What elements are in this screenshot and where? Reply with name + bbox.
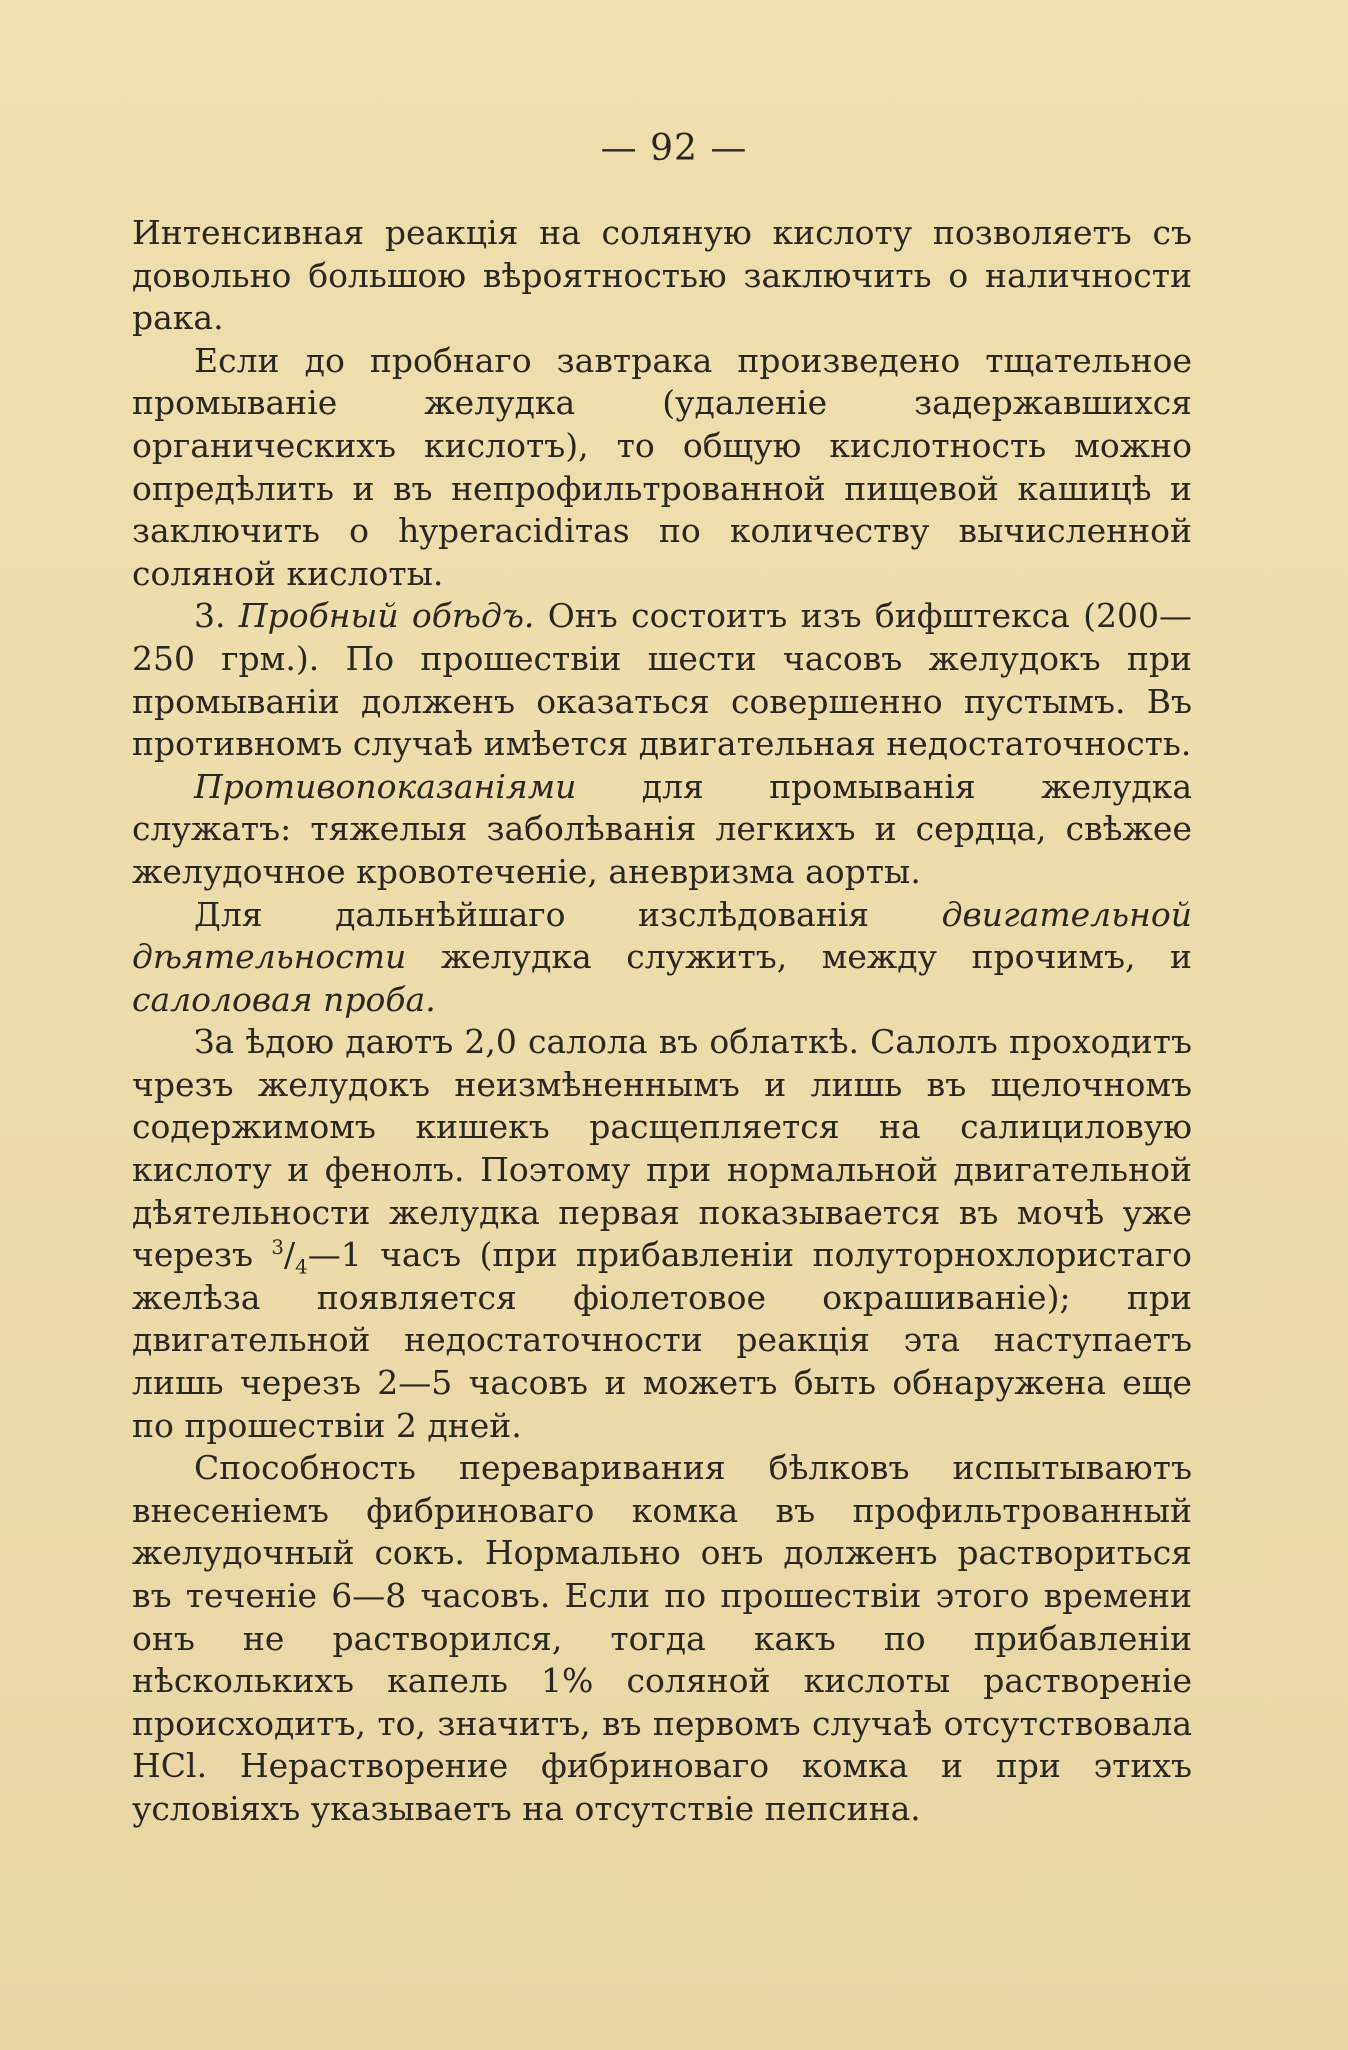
paragraph-5-text-a: Для дальнѣйшаго изслѣдованія — [194, 894, 942, 934]
paragraph-3 — [132, 595, 1192, 765]
paragraph-5 — [132, 894, 1192, 1022]
paragraph-7: Способность переваривания бѣлковъ испытываютъ внесеніемъ фибриноваго комка въ профильтрованный желудочный сокъ. Нормально онъ долженъ раствориться въ теченіе 6—8 часовъ. Если по прошествіи этого времени онъ не растворился, тогда какъ по прибавленіи нѣсколькихъ капель 1% соляной кислоты раствореніе происходитъ, то, значитъ, въ первомъ случаѣ отсутствовала HCl. Нерастворение фибриноваго комка и при этихъ условіяхъ указываетъ на отсутствіе пепсина. — [132, 1448, 1192, 1828]
paragraph-4-text: для промыванія желудка служатъ: тяжелыя заболѣванія легкихъ и сердца, свѣжее желудочное кровотеченіе, аневризма аорты. — [132, 766, 1192, 891]
page-body — [132, 212, 1192, 1831]
paragraph-4 — [132, 766, 1192, 894]
page-number: — 92 — — [600, 128, 748, 169]
section-title: Пробный обѣдъ. — [238, 596, 535, 636]
fraction-denominator: 4 — [295, 1255, 308, 1279]
term-motor-activity: двигательной дѣятельности — [132, 894, 1192, 977]
section-number: 3. — [194, 596, 226, 636]
term-salol-test: салоловая проба. — [132, 979, 436, 1019]
paragraph-1: Интенсивная реакція на соляную кислоту позволяетъ съ довольно большою вѣроятностью заключить о наличности рака. — [132, 213, 1192, 338]
paragraph-6-text-b: —1 часъ (при прибавленіи полуторнохлористаго желѣза появляется фіолетовое окрашиваніе); при двигательной недостаточности реакція эта наступаетъ лишь черезъ 2—5 часовъ и можетъ быть обнаружена еще по прошествіи 2 дней. — [132, 1235, 1192, 1445]
paragraph-2: Если до пробнаго завтрака произведено тщательное промываніе желудка (удаленіе задержавшихся органическихъ кислотъ), то общую кислотность можно опредѣлить и въ непрофильтрованной пищевой кашицѣ и заключить о hyperacidітas по количеству вычисленной соляной кислоты. — [132, 340, 1192, 593]
paragraph-6: За ѣдою даютъ 2,0 салола въ облаткѣ. Салолъ проходитъ чрезъ желудокъ неизмѣненнымъ и лишь въ щелочномъ содержимомъ кишекъ расщепляется на салициловую кислоту и фенолъ. Поэтому при нормальной двигательной дѣятельности желудка первая показывается въ мочѣ уже черезъ $^3/_4—1$ часъ (при прибавленіи полуторнохлористаго желѣза появляется фіолетовое окрашиваніе); при двигательной недостаточности реакція эта наступаетъ лишь черезъ 2—5 часовъ и можетъ быть обнаружена еще по прошествіи 2 дней. — [132, 1022, 1192, 1445]
paragraph-3-text: Онъ состоитъ изъ бифштекса (200—250 грм.). По прошествіи шести часовъ желудокъ при промываніи долженъ оказаться совершенно пустымъ. Въ противномъ случаѣ имѣется двигательная недостаточность. — [132, 596, 1193, 764]
fraction-numerator: 3 — [271, 1236, 284, 1260]
paragraph-5-text-b: желудка служитъ, между прочимъ, и — [406, 937, 1192, 977]
term-contraindications: Противопоказаніями — [194, 766, 577, 806]
paragraph-6-text-a: За ѣдою даютъ 2,0 салола въ облаткѣ. Салолъ проходитъ чрезъ желудокъ неизмѣненнымъ и лишь въ щелочномъ содержимомъ кишекъ расщепляется на салициловую кислоту и фенолъ. Поэтому при нормальной двигательной дѣятельности желудка первая показывается въ мочѣ уже черезъ — [132, 1022, 1192, 1275]
